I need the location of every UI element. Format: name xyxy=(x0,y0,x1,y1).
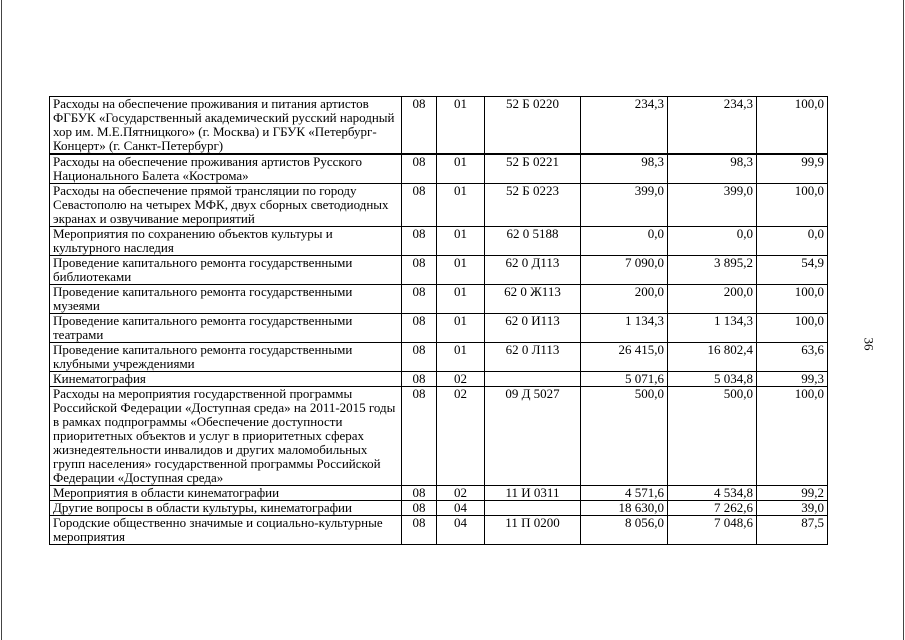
budget-table xyxy=(49,96,828,545)
target-article-cell: 62 0 5188 xyxy=(485,227,581,256)
expense-name-cell: Мероприятия в области кинематографии xyxy=(50,486,402,501)
section-code-cell: 08 xyxy=(402,184,437,227)
section-code-cell: 08 xyxy=(402,154,437,184)
target-article-cell: 11 И 0311 xyxy=(485,486,581,501)
expense-name-cell: Расходы на обеспечение проживания артистов Русского Национального Балета «Кострома» xyxy=(50,154,402,184)
section-code-cell: 08 xyxy=(402,97,437,155)
executed-amount-cell: 7 262,6 xyxy=(668,501,757,516)
planned-amount-cell: 399,0 xyxy=(581,184,668,227)
planned-amount-cell: 234,3 xyxy=(581,97,668,155)
subsection-code-cell: 01 xyxy=(437,314,485,343)
table-row xyxy=(50,97,828,155)
expense-name-cell: Расходы на мероприятия государственной программы Российской Федерации «Доступная среда» на 2011-2015 годы в рамках подпрограммы «Обеспечение доступности приоритетных объектов и услуг в приоритетных сферах жизнедеятельности инвалидов и других маломобильных групп населения» государственной программы Российской Федерации «Доступная среда» xyxy=(50,387,402,486)
planned-amount-cell: 500,0 xyxy=(581,387,668,486)
section-code-cell: 08 xyxy=(402,285,437,314)
target-article-cell: 62 0 Л113 xyxy=(485,343,581,372)
target-article-cell: 62 0 И113 xyxy=(485,314,581,343)
planned-amount-cell: 5 071,6 xyxy=(581,372,668,387)
execution-percent-cell: 99,2 xyxy=(757,486,828,501)
target-article-cell: 52 Б 0223 xyxy=(485,184,581,227)
target-article-cell: 09 Д 5027 xyxy=(485,387,581,486)
executed-amount-cell: 399,0 xyxy=(668,184,757,227)
executed-amount-cell: 0,0 xyxy=(668,227,757,256)
section-code-cell: 08 xyxy=(402,256,437,285)
execution-percent-cell: 100,0 xyxy=(757,97,828,155)
executed-amount-cell: 98,3 xyxy=(668,154,757,184)
executed-amount-cell: 7 048,6 xyxy=(668,516,757,545)
table-row xyxy=(50,285,828,314)
expense-name-cell: Мероприятия по сохранению объектов культуры и культурного наследия xyxy=(50,227,402,256)
table-row xyxy=(50,256,828,285)
execution-percent-cell: 87,5 xyxy=(757,516,828,545)
execution-percent-cell: 100,0 xyxy=(757,285,828,314)
page-number: 36 xyxy=(861,337,877,351)
table-row xyxy=(50,227,828,256)
expense-name-cell: Другие вопросы в области культуры, кинематографии xyxy=(50,501,402,516)
subsection-code-cell: 02 xyxy=(437,387,485,486)
subsection-code-cell: 04 xyxy=(437,501,485,516)
executed-amount-cell: 4 534,8 xyxy=(668,486,757,501)
expense-name-cell: Проведение капитального ремонта государственными театрами xyxy=(50,314,402,343)
section-code-cell: 08 xyxy=(402,314,437,343)
execution-percent-cell: 63,6 xyxy=(757,343,828,372)
table-row xyxy=(50,154,828,184)
executed-amount-cell: 234,3 xyxy=(668,97,757,155)
expense-name-cell: Проведение капитального ремонта государственными библиотеками xyxy=(50,256,402,285)
execution-percent-cell: 100,0 xyxy=(757,314,828,343)
subsection-code-cell: 01 xyxy=(437,256,485,285)
section-code-cell: 08 xyxy=(402,387,437,486)
execution-percent-cell: 99,3 xyxy=(757,372,828,387)
execution-percent-cell: 100,0 xyxy=(757,387,828,486)
table-row xyxy=(50,501,828,516)
target-article-cell: 62 0 Ж113 xyxy=(485,285,581,314)
subsection-code-cell: 01 xyxy=(437,227,485,256)
planned-amount-cell: 7 090,0 xyxy=(581,256,668,285)
target-article-cell xyxy=(485,501,581,516)
section-code-cell: 08 xyxy=(402,227,437,256)
table-row xyxy=(50,343,828,372)
planned-amount-cell: 0,0 xyxy=(581,227,668,256)
planned-amount-cell: 8 056,0 xyxy=(581,516,668,545)
table-row xyxy=(50,387,828,486)
page-edge-right xyxy=(903,0,904,640)
expense-name-cell: Проведение капитального ремонта государственными клубными учреждениями xyxy=(50,343,402,372)
executed-amount-cell: 500,0 xyxy=(668,387,757,486)
expense-name-cell: Расходы на обеспечение прямой трансляции по городу Севастополю на четырех МФК, двух сборных светодиодных экранах и озвучивание мероприятий xyxy=(50,184,402,227)
executed-amount-cell: 200,0 xyxy=(668,285,757,314)
planned-amount-cell: 1 134,3 xyxy=(581,314,668,343)
planned-amount-cell: 98,3 xyxy=(581,154,668,184)
target-article-cell: 11 П 0200 xyxy=(485,516,581,545)
execution-percent-cell: 0,0 xyxy=(757,227,828,256)
planned-amount-cell: 18 630,0 xyxy=(581,501,668,516)
table-row xyxy=(50,314,828,343)
target-article-cell: 52 Б 0221 xyxy=(485,154,581,184)
subsection-code-cell: 01 xyxy=(437,285,485,314)
planned-amount-cell: 4 571,6 xyxy=(581,486,668,501)
table-row xyxy=(50,372,828,387)
target-article-cell: 62 0 Д113 xyxy=(485,256,581,285)
expense-name-cell: Кинематография xyxy=(50,372,402,387)
execution-percent-cell: 100,0 xyxy=(757,184,828,227)
subsection-code-cell: 01 xyxy=(437,343,485,372)
expense-name-cell: Расходы на обеспечение проживания и питания артистов ФГБУК «Государственный академический русский народный хор им. М.Е.Пятницкого» (г. Москва) и ГБУК «Петербург-Концерт» (г. Санкт-Петербург) xyxy=(50,97,402,155)
table-row xyxy=(50,184,828,227)
section-code-cell: 08 xyxy=(402,343,437,372)
subsection-code-cell: 02 xyxy=(437,486,485,501)
table-row xyxy=(50,486,828,501)
section-code-cell: 08 xyxy=(402,372,437,387)
section-code-cell: 08 xyxy=(402,486,437,501)
table-row xyxy=(50,516,828,545)
executed-amount-cell: 5 034,8 xyxy=(668,372,757,387)
target-article-cell xyxy=(485,372,581,387)
page-edge-left xyxy=(1,0,2,640)
expense-name-cell: Городские общественно значимые и социально-культурные мероприятия xyxy=(50,516,402,545)
subsection-code-cell: 01 xyxy=(437,97,485,155)
execution-percent-cell: 39,0 xyxy=(757,501,828,516)
planned-amount-cell: 200,0 xyxy=(581,285,668,314)
executed-amount-cell: 3 895,2 xyxy=(668,256,757,285)
execution-percent-cell: 99,9 xyxy=(757,154,828,184)
section-code-cell: 08 xyxy=(402,501,437,516)
expense-name-cell: Проведение капитального ремонта государственными музеями xyxy=(50,285,402,314)
executed-amount-cell: 1 134,3 xyxy=(668,314,757,343)
executed-amount-cell: 16 802,4 xyxy=(668,343,757,372)
target-article-cell: 52 Б 0220 xyxy=(485,97,581,155)
table-body xyxy=(50,97,828,545)
subsection-code-cell: 01 xyxy=(437,184,485,227)
section-code-cell: 08 xyxy=(402,516,437,545)
execution-percent-cell: 54,9 xyxy=(757,256,828,285)
subsection-code-cell: 04 xyxy=(437,516,485,545)
planned-amount-cell: 26 415,0 xyxy=(581,343,668,372)
subsection-code-cell: 01 xyxy=(437,154,485,184)
subsection-code-cell: 02 xyxy=(437,372,485,387)
